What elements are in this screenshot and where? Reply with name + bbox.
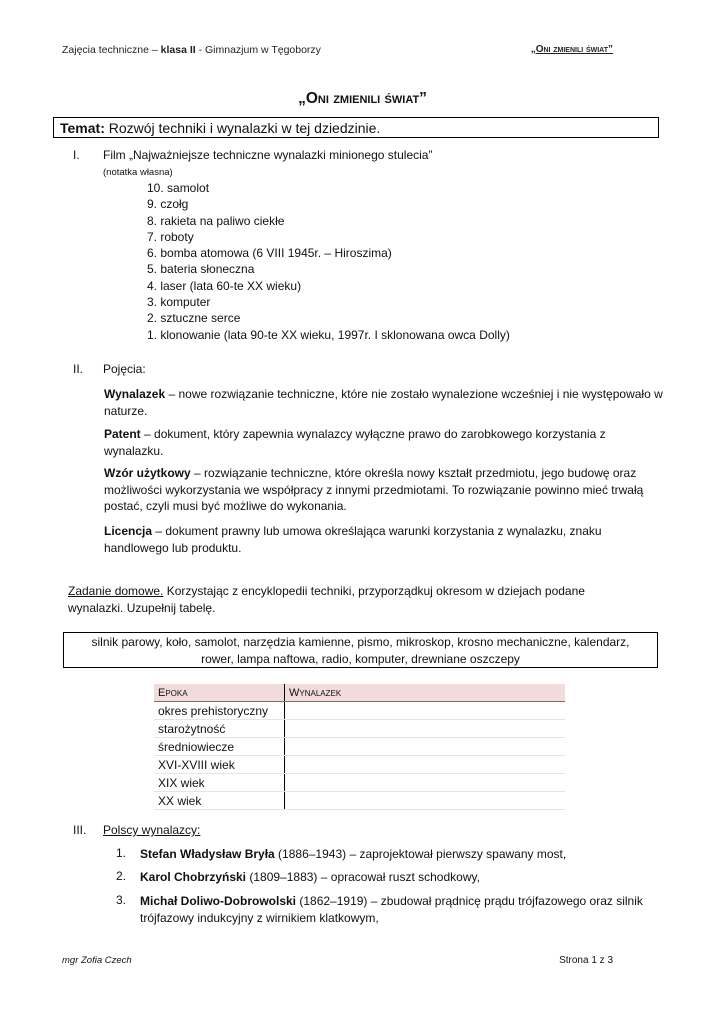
epoch-cell: XVI-XVIII wiek xyxy=(154,756,285,774)
inventor-description: (1886–1943) – zaprojektował pierwszy spawany most, xyxy=(274,847,567,861)
table-row xyxy=(154,756,565,774)
word-box-line: rower, lampa naftowa, radio, komputer, drewniane oszczepy xyxy=(201,652,520,666)
list-item: 5. bateria słoneczna xyxy=(147,262,255,277)
definition: – dokument prawny lub umowa określająca warunki korzystania z wynalazku, znaku handlowego lub produktu. xyxy=(104,524,602,555)
footer-page-number: Strona 1 z 3 xyxy=(559,955,613,966)
epoch-cell: XIX wiek xyxy=(154,774,285,792)
section-2-numeral: II. xyxy=(73,362,84,376)
inventor-name: Stefan Władysław Bryła xyxy=(140,847,275,861)
header-class: klasa II xyxy=(160,44,196,56)
column-header-invention: Wynalazek xyxy=(285,684,566,702)
inventor-entry xyxy=(140,893,660,926)
list-item: 10. samolot xyxy=(147,181,210,195)
inventor-name: Michał Doliwo-Dobrowolski xyxy=(140,894,297,908)
epoch-inventions-table xyxy=(154,684,565,810)
list-item: 6. bomba atomowa (6 VIII 1945r. – Hiroszima) xyxy=(147,246,392,261)
section-3-numeral: III. xyxy=(73,823,87,837)
table-row xyxy=(154,774,565,792)
section-1-note: (notatka własna) xyxy=(103,167,173,178)
table-row xyxy=(154,702,565,720)
invention-cell[interactable] xyxy=(285,720,566,738)
header-title: „Oni zmienili świat” xyxy=(530,44,613,55)
table-header-row xyxy=(154,684,565,702)
list-item: 8. rakieta na paliwo ciekłe xyxy=(147,213,285,228)
topic-label: Temat: xyxy=(60,120,105,136)
table-row xyxy=(154,738,565,756)
column-header-epoch: Epoka xyxy=(154,684,285,702)
epoch-cell: starożytność xyxy=(154,720,285,738)
definition: – nowe rozwiązanie techniczne, które nie zostało wynalezione wcześniej i nie występowało w naturze. xyxy=(104,387,663,418)
inventor-description: (1862–1919) – zbudował prądnicę prądu trójfazowego oraz silnik trójfazowy indukcyjny z wirnikiem klatkowym, xyxy=(140,894,643,925)
footer-author: mgr Zofia Czech xyxy=(62,955,132,966)
term: Wzór użytkowy xyxy=(104,466,191,480)
invention-ranking-list xyxy=(147,180,510,343)
list-item: 4. laser (lata 60-te XX wieku) xyxy=(147,278,302,293)
definition-utility-model xyxy=(104,465,664,515)
definition: – dokument, który zapewnia wynalazcy wyłączne prawo do zarobkowego korzystania z wynalazku. xyxy=(104,427,606,458)
definition-license xyxy=(104,523,664,556)
document-title: „Oni zmienili świat” xyxy=(298,90,427,107)
epoch-cell: średniowiecze xyxy=(154,738,285,756)
epoch-cell: XX wiek xyxy=(154,792,285,810)
list-item: 7. roboty xyxy=(147,229,194,244)
table-row xyxy=(154,720,565,738)
inventor-number: 2. xyxy=(116,869,127,883)
invention-cell[interactable] xyxy=(285,792,566,810)
section-1-heading: Film „Najważniejsze techniczne wynalazki minionego stulecia” xyxy=(103,148,433,162)
topic-text: Rozwój techniki i wynalazki w tej dziedzinie. xyxy=(104,120,381,136)
definition-patent xyxy=(104,426,664,459)
term: Wynalazek xyxy=(104,387,166,401)
word-box-line: silnik parowy, koło, samolot, narzędzia kamienne, pismo, mikroskop, krosno mechaniczne, kalendarz, xyxy=(91,635,630,649)
inventor-entry xyxy=(140,846,660,863)
list-item: 2. sztuczne serce xyxy=(147,311,241,326)
invention-cell[interactable] xyxy=(285,738,566,756)
term: Patent xyxy=(104,427,141,441)
inventor-number: 1. xyxy=(116,846,127,860)
definition: – rozwiązanie techniczne, które określa nowy kształt przedmiotu, jego budowę oraz możliwości wykorzystania we współpracy z innymi przedmiotami. To rozwiązanie powinno mieć trwałą postać, czyli musi być możliwe do wykonania. xyxy=(104,466,644,513)
section-2-heading: Pojęcia: xyxy=(103,362,146,376)
topic-box xyxy=(53,117,659,138)
invention-cell[interactable] xyxy=(285,756,566,774)
section-3-heading: Polscy wynalazcy: xyxy=(103,823,201,837)
page-header-left xyxy=(62,44,321,56)
inventor-number: 3. xyxy=(116,893,127,907)
invention-cell[interactable] xyxy=(285,774,566,792)
inventor-name: Karol Chobrzyński xyxy=(140,870,247,884)
homework-instructions xyxy=(68,583,628,616)
invention-cell[interactable] xyxy=(285,702,566,720)
table-row xyxy=(154,792,565,810)
header-subject: Zajęcia techniczne – xyxy=(62,44,161,56)
section-1-numeral: I. xyxy=(73,148,80,162)
inventions-word-box xyxy=(63,632,658,668)
homework-text: Korzystając z encyklopedii techniki, przyporządkuj okresom w dziejach podane wynalazki. Uzupełnij tabelę. xyxy=(68,584,585,615)
term: Licencja xyxy=(104,524,153,538)
inventor-entry xyxy=(140,869,660,886)
header-school: - Gimnazjum w Tęgoborzy xyxy=(195,44,321,56)
list-item: 9. czołg xyxy=(147,197,189,212)
list-item: 3. komputer xyxy=(147,295,211,310)
page-header-right xyxy=(531,44,613,55)
list-item: 1. klonowanie (lata 90-te XX wieku, 1997r. I sklonowana owca Dolly) xyxy=(147,327,510,342)
definition-invention xyxy=(104,386,664,419)
epoch-cell: okres prehistoryczny xyxy=(154,702,285,720)
homework-label: Zadanie domowe. xyxy=(68,584,164,598)
inventor-description: (1809–1883) – opracował ruszt schodkowy, xyxy=(246,870,480,884)
